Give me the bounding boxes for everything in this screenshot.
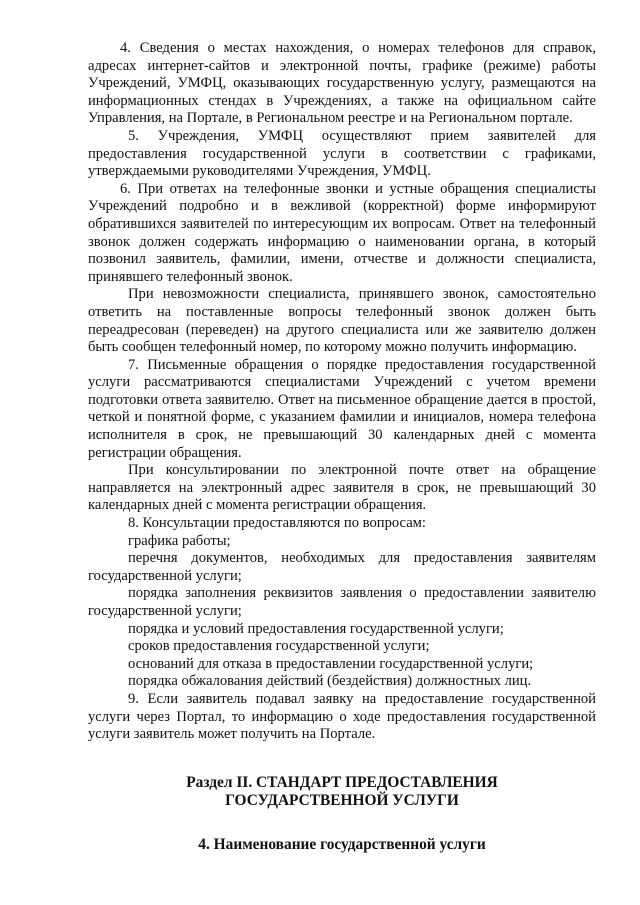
paragraph-5: 5. Учреждения, УМФЦ осуществляют прием заявителей для предоставления государственной услуги в соответствии с графиками, утверждаемыми руководителями Учреждения, УМФЦ. (88, 127, 596, 180)
section-title-line-2: ГОСУДАРСТВЕННОЙ УСЛУГИ (225, 791, 459, 809)
list-item: перечня документов, необходимых для предоставления заявителям государственной услуги; (88, 550, 596, 584)
section-title (88, 774, 596, 810)
list-item: порядка обжалования действий (бездействия) должностных лиц. (128, 673, 532, 690)
section-title-line-1: Раздел II. СТАНДАРТ ПРЕДОСТАВЛЕНИЯ (186, 773, 498, 791)
paragraph-7: 7. Письменные обращения о порядке предоставления государственной услуги рассматриваются специалистами Учреждений с учетом времени подготовки ответа заявителю. Ответ на письменное обращение дается в простой, четкой и понятной форме, с указанием фамилии и инициалов, номера телефона исполнителя в срок, не превышающий 30 календарных дней с момента регистрации обращения. (88, 356, 596, 461)
paragraph-6: 6. При ответах на телефонные звонки и устные обращения специалисты Учреждений подробно и в вежливой (корректной) форме информируют обратившихся заявителей по интересующим их вопросам. Ответ на телефонный звонок должен содержать информацию о наименовании органа, в который позвонил заявитель, фамилии, имени, отчестве и должности специалиста, принявшего телефонный звонок. (88, 180, 596, 285)
list-item: оснований для отказа в предоставлении государственной услуги; (128, 655, 534, 672)
paragraph-9: 9. Если заявитель подавал заявку на предоставление государственной услуги через Портал, то информацию о ходе предоставления государственной услуги заявитель может получить на Портале. (88, 690, 596, 743)
paragraph-6-continued: При невозможности специалиста, принявшего звонок, самостоятельно ответить на поставленные вопросы телефонный звонок должен быть переадресован (переведен) на другого специалиста или же заявителю должен быть сообщен телефонный номер, по которому можно получить информацию. (88, 286, 596, 356)
paragraph-8: 8. Консультации предоставляются по вопросам: (128, 515, 426, 532)
list-item: графика работы; (128, 532, 231, 549)
paragraph-4: 4. Сведения о местах нахождения, о номерах телефонов для справок, адресах интернет-сайтов и электронной почты, графике (режиме) работы Учреждений, УМФЦ, оказывающих государственную услугу, размещаются на информационных стендах в Учреждениях, а также на официальном сайте Управления, на Портале, в Региональном реестре и на Региональном портале. (88, 40, 596, 127)
subsection-title: 4. Наименование государственной услуги (198, 835, 486, 853)
list-item: порядка заполнения реквизитов заявления о предоставлении заявителю государственной услуги; (88, 585, 596, 619)
list-item: порядка и условий предоставления государственной услуги; (128, 620, 504, 637)
document-page (88, 40, 596, 854)
list-item: сроков предоставления государственной услуги; (128, 638, 430, 655)
paragraph-7-continued: При консультировании по электронной почте ответ на обращение направляется на электронный адрес заявителя в срок, не превышающий 30 календарных дней с момента регистрации обращения. (88, 462, 596, 514)
